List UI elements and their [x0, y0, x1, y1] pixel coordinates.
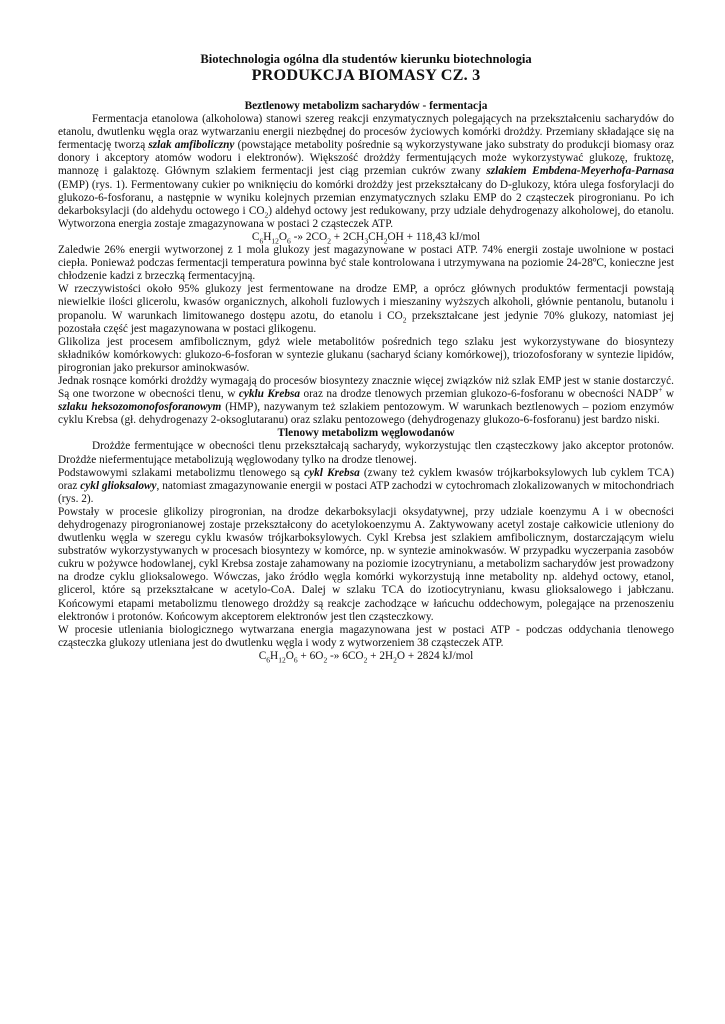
equation-fermentation: $C_6H_{12}O_6$ -» $2CO_2 + 2CH_3CH_2OH + 118,43$ kJ/mol	[251, 230, 481, 246]
term-emp-pathway: szlakiem Embdena-Meyerhofa-Parnasa	[486, 165, 675, 178]
paragraph-aerobic-pathways: Podstawowymi szlakami metabolizmu tlenowego są cykl Krebsa (zwany też cyklem kwasów trójkarboksylowych lub cyklem TCA) oraz cykl glioksalowy, natomiast zmagazynowanie energii w postaci ATP zachodzi w cytochromach zlokalizowanych w mitochondriach (rys. 2).	[58, 466, 674, 505]
equation-respiration: $C_6H_{12}O_6 + 6O_2$ -» $6CO_2 + 2H_2O + 2824$ kJ/mol	[258, 649, 474, 665]
term-krebs-cycle: cyklu Krebsa	[238, 388, 301, 401]
document-subtitle: Biotechnologia ogólna dla studentów kierunku biotechnologia	[200, 52, 532, 66]
document-title: PRODUKCJA BIOMASY CZ. 3	[251, 66, 481, 84]
paragraph-pyruvate: Powstały w procesie glikolizy pirogronian, na drodze dekarboksylacji oksydatywnej, przy udziale koenzymu A i w obecności dehydrogenazy pirogronianowej zostaje przekształcony do acetylokoenzymu A. Zaktywowany acetyl zostaje całkowicie utleniony do dwutlenku węgla w szeregu cyklu kwasów trójkarboksylowych. Cykl Krebsa jest szlakiem amfibolicznym, dostarczającym wielu substratów wykorzystywanych w procesach biosyntezy w komórce, np. w syntezie aminokwasów. W przypadku wyczerpania zasobów cukru w pożywce hodowlanej, cykl Krebsa zostaje zahamowany na poziomie izocytrynianu, a metabolizm sacharydów jest prowadzony na drodze cyklu glioksalowego. Wówczas, jako źródło węgla komórki wykorzystują inne metabolity np. aldehyd octowy, etanol, glicerol, które są przekształcane w acetylo-CoA. Dalej w szlaku TCA do izotiocytrynianu, kwasu glioksalowego i jabłczanu. Końcowymi etapami metabolizmu tlenowego drożdży są reakcje zachodzące w łańcuchu oddechowym, polegające na przenoszeniu elektronów i protonów. Końcowym akceptorem elektronów jest tlen cząsteczkowy.	[58, 505, 674, 623]
section-heading-aerobic: Tlenowy metabolizm węglowodanów	[277, 427, 455, 440]
paragraph-fermentation-intro: Fermentacja etanolowa (alkoholowa) stanowi szereg reakcji enzymatycznych polegających na przekształceniu sacharydów do etanolu, dwutlenku węgla oraz wytwarzaniu energii niezbędnej do procesów życiowych komórki drożdży. Przemiany składające się na fermentację tworzą szlak amfiboliczny (powstające metabolity pośrednie są wykorzystywane jako substraty do produkcji biomasy oraz donory i akceptory atomów wodoru i elektronów). Większość drożdży fermentujących może wykorzystywać glukozę, fruktozę, mannozę i galaktozę. Głównym szlakiem fermentacji jest ciąg przemian cukrów zwany szlakiem Embdena-Meyerhofa-Parnasa (EMP) (rys. 1). Fermentowany cukier po wniknięciu do komórki drożdży jest przekształcany do D-glukozy, która ulega fosforylacji do glukozo-6-fosforanu, a następnie w wyniku kolejnych przemian enzymatycznych szlaku EMP do 2 cząsteczek pirogronianu. Po ich dekarboksylacji (do aldehydu octowego i $CO_2$) aldehyd octowy jest redukowany, przy udziale dehydrogenazy alkoholowej, do etanolu. Wytworzona energia zostaje zmagazynowana w postaci 2 cząsteczek ATP.	[58, 113, 675, 230]
document-page	[58, 52, 674, 663]
paragraph-aerobic-intro: Drożdże fermentujące w obecności tlenu przekształcają sacharydy, wykorzystując tlen cząsteczkowy jako akceptor protonów. Drożdże niefermentujące metabolizują węglowodany tylko na drodze tlenowej.	[58, 440, 674, 466]
term-hmp-pathway: szlaku heksozomonofosforanowym	[58, 401, 222, 414]
term-krebs-cycle-2: cykl Krebsa	[304, 466, 360, 479]
term-amphibolic-pathway: szlak amfiboliczny	[148, 139, 235, 152]
paragraph-atp: W procesie utleniania biologicznego wytwarzana energia magazynowana jest w postaci ATP - podczas oddychania tlenowego cząsteczka glukozy utleniana jest do dwutlenku węgla i wody z wytworzeniem 38 cząsteczek ATP.	[58, 623, 674, 649]
paragraph-biosynthesis: Jednak rosnące komórki drożdży wymagają do procesów biosyntezy znacznie więcej związków niż szlak EMP jest w stanie dostarczyć. Są one tworzone w obecności tlenu, w cyklu Krebsa oraz na drodze tlenowych przemian glukozo-6-fosforanu w obecności NADP+ w szlaku heksozomonofosforanowym (HMP), nazywanym też szlakiem pentozowym. W warunkach beztlenowych – poziom enzymów cyklu Krebsa (gł. dehydrogenazy 2-oksoglutaranu) oraz szlaku pentozowego (dehydrogenazy glukozo-6-fosforanu) jest bardzo niski.	[58, 374, 675, 427]
paragraph-energy: Zaledwie 26% energii wytworzonej z 1 mola glukozy jest magazynowane w postaci ATP. 74% energii zostaje uwolnione w postaci ciepła. Ponieważ podczas fermentacji temperatura powinna być stale kontrolowana i utrzymywana na poziomie 24-28ºC, konieczne jest chłodzenie kadzi z brzeczką fermentacyjną.	[58, 244, 674, 283]
paragraph-glycolysis: Glikoliza jest procesem amfibolicznym, gdyż wiele metabolitów pośrednich tego szlaku jest wykorzystywane do biosyntezy składników komórkowych: glukozo-6-fosforan w syntezie glukanu (sacharyd ściany komórkowej), triozofosforany w syntezie lipidów, pirogronian jako prekursor aminokwasów.	[58, 335, 674, 374]
section-heading-anaerobic: Beztlenowy metabolizm sacharydów - fermentacja	[244, 100, 488, 112]
paragraph-byproducts: W rzeczywistości około 95% glukozy jest fermentowane na drodze EMP, a oprócz głównych produktów fermentacji powstają niewielkie ilości glicerolu, kwasów organicznych, alkoholi fuzlowych i mieszaniny wyższych alkoholi, głównie pentanolu, butanolu i propanolu. W warunkach limitowanego dostępu azotu, do etanolu i $CO_2$ przekształcane jest jedynie 70% glukozy, natomiast jej pozostała część jest magazynowana w postaci glikogenu.	[58, 283, 674, 335]
term-glyoxylate-cycle: cykl glioksalowy	[80, 479, 157, 492]
